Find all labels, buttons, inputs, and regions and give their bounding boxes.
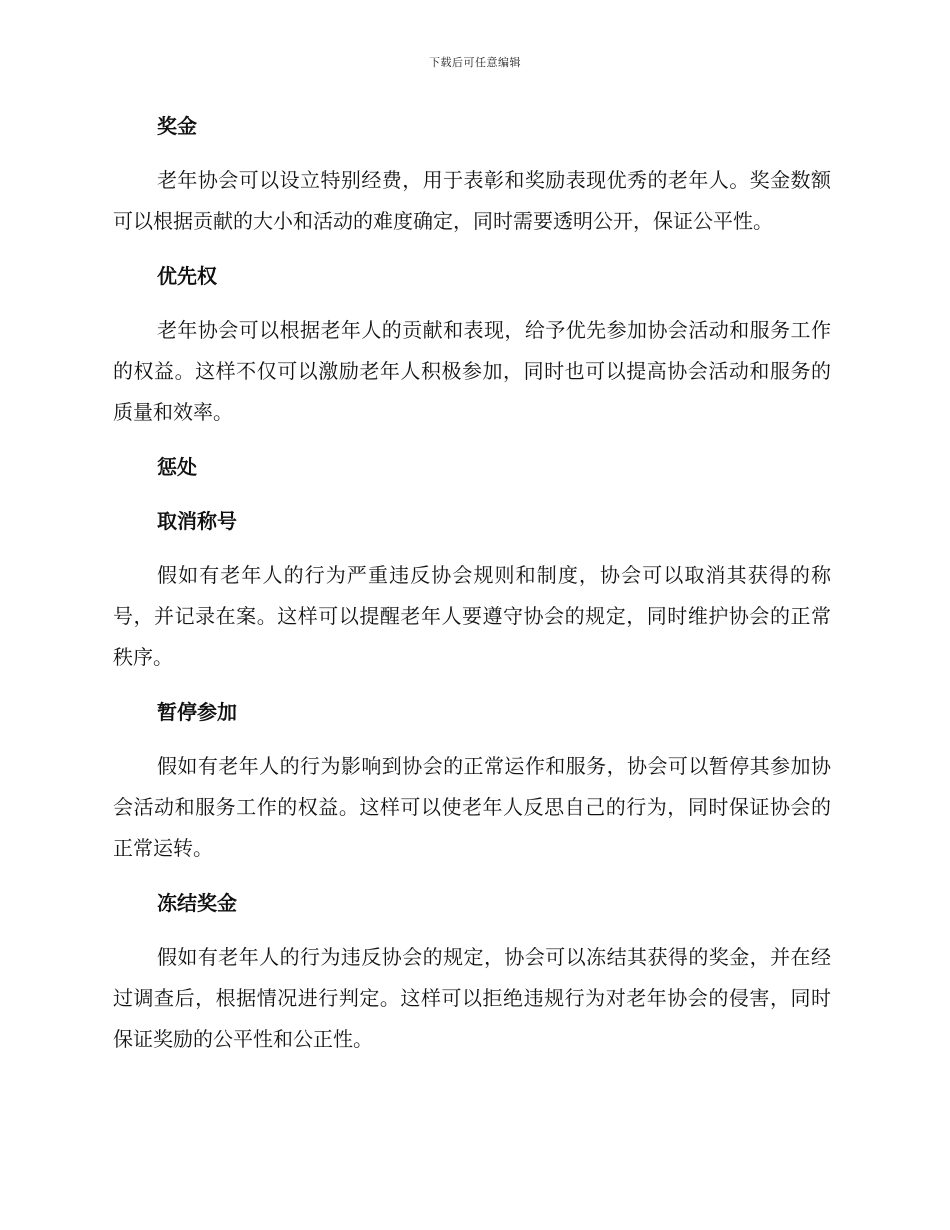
section-heading-priority: 优先权 [157,264,217,288]
section-paragraph-revoke-title: 假如有老年人的行为严重违反协会规则和制度，协会可以取消其获得的称号，并记录在案。这样可以提醒老年人要遵守协会的规定，同时维护协会的正常秩序。 [113,563,831,669]
section-heading-suspend: 暂停参加 [157,700,237,724]
section-heading-penalty: 惩处 [157,455,197,479]
section-heading-bonus: 奖金 [157,114,197,138]
section-paragraph-freeze-bonus: 假如有老年人的行为违反协会的规定，协会可以冻结其获得的奖金，并在经过调查后，根据情况进行判定。这样可以拒绝违规行为对老年协会的侵害，同时保证奖励的公平性和公正性。 [113,945,831,1051]
page-header: 下载后可任意编辑 [429,56,521,69]
section-paragraph-priority: 老年协会可以根据老年人的贡献和表现，给予优先参加协会活动和服务工作的权益。这样不仅可以激励老年人积极参加，同时也可以提高协会活动和服务的质量和效率。 [113,318,831,424]
section-heading-revoke-title: 取消称号 [157,509,237,533]
section-paragraph-suspend: 假如有老年人的行为影响到协会的正常运作和服务，协会可以暂停其参加协会活动和服务工作的权益。这样可以使老年人反思自己的行为，同时保证协会的正常运转。 [113,754,831,860]
section-paragraph-bonus: 老年协会可以设立特别经费，用于表彰和奖励表现优秀的老年人。奖金数额可以根据贡献的大小和活动的难度确定，同时需要透明公开，保证公平性。 [113,168,831,233]
document-body [113,106,831,1060]
section-heading-freeze-bonus: 冻结奖金 [157,891,237,915]
